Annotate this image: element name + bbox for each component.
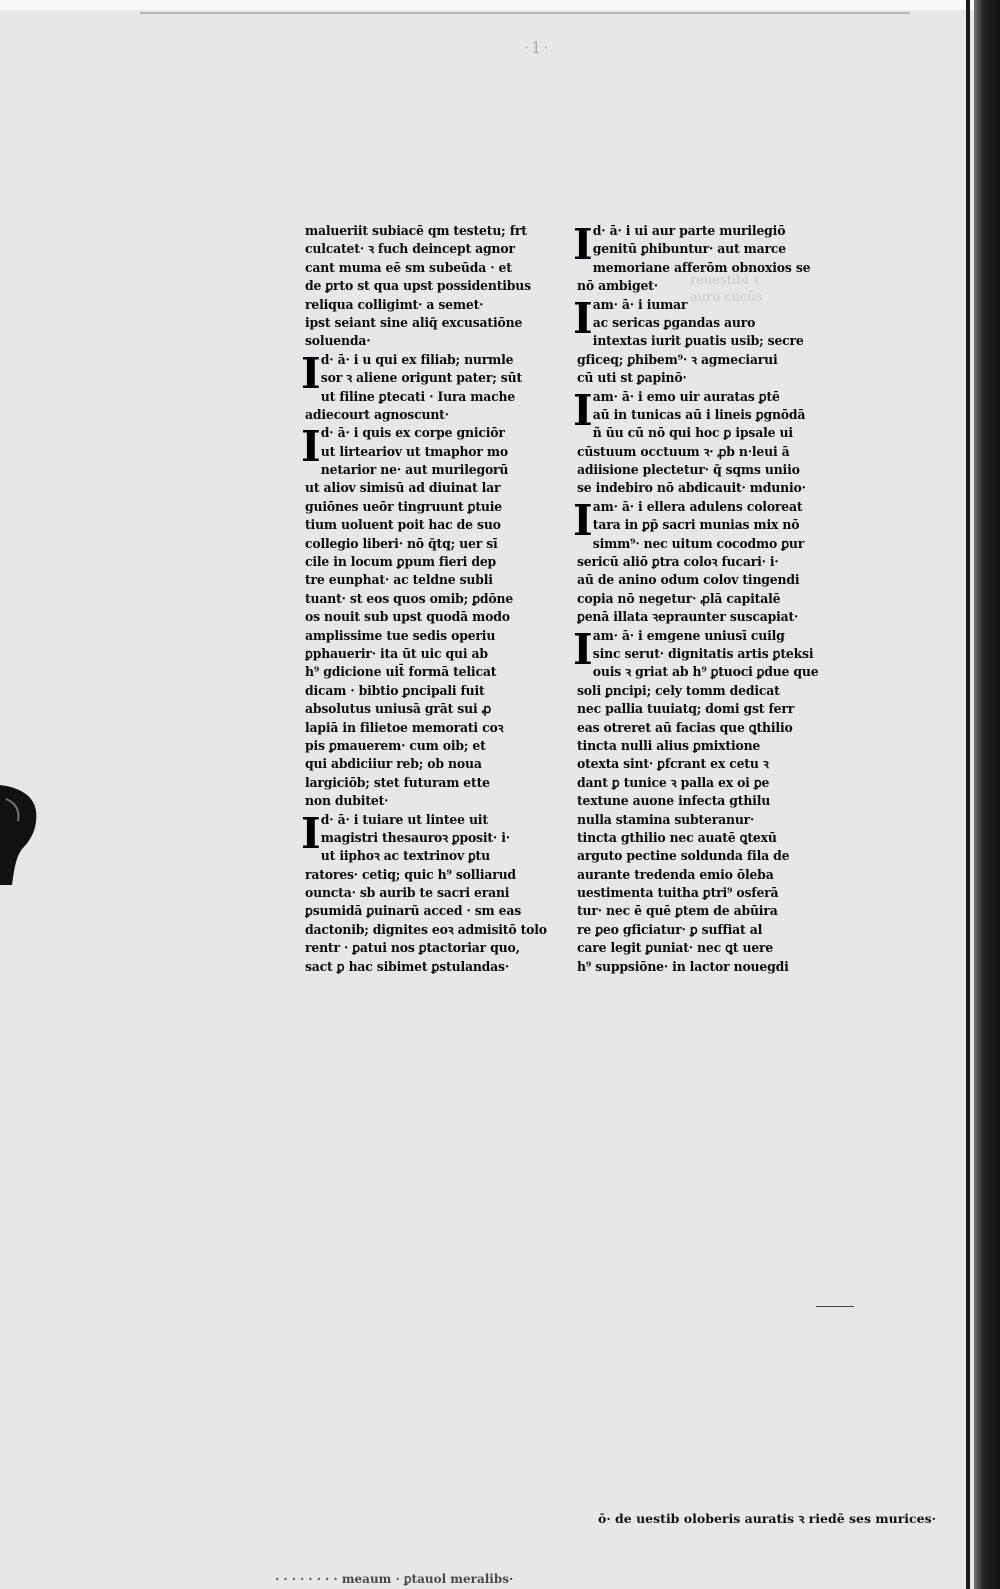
text-line: dicam · bibtio ꝑncipali fuit xyxy=(305,682,485,698)
decorated-initial: I xyxy=(573,220,593,269)
text-line: care legit ꝑuniat· nec ꝗt uere xyxy=(577,940,774,956)
text-line: sericū aliō ꝑtra coloꝛ fucari· i· xyxy=(577,554,779,570)
text-line: amplissime tue sedis operiu xyxy=(305,627,496,643)
text-line: ꝑphauerir· ita ūt uic qui ab xyxy=(305,645,488,661)
text-line: gficeq; ꝑhibem⁹· ꝛ agmeciarui xyxy=(577,351,778,367)
text-line: ꝑsumidā ꝑuinarū acced · sm eas xyxy=(305,903,522,919)
clip-shadow-shape xyxy=(0,785,40,885)
text-line: simm⁹· nec uitum cocodmo ꝑur xyxy=(592,535,805,551)
decorated-initial: I xyxy=(301,808,321,858)
page-fold-line xyxy=(140,12,910,14)
text-line: cant muma eē sm subeūda · et xyxy=(305,259,512,275)
paragraph xyxy=(573,624,832,976)
paragraph xyxy=(305,222,560,351)
paragraph xyxy=(573,385,832,498)
text-line: textune auone infecta gthilu xyxy=(577,793,771,809)
text-line: tara in ꝑp̄ sacri munias mix nō xyxy=(592,517,800,533)
text-line: d· ā· i quis ex corpe gniciōr xyxy=(320,425,505,441)
text-line: ut lirteariov ut tmaphor mo xyxy=(320,443,508,459)
text-block xyxy=(301,212,835,974)
folio-number: ·1· xyxy=(524,38,551,57)
text-line: copia nō negetur· ꝓlā capitalē xyxy=(577,590,781,606)
text-line: am· ā· i ellera adulens coloreat xyxy=(592,498,803,514)
text-line: sor ꝛ aliene origunt pater; sūt xyxy=(320,370,522,386)
text-line: de ꝑrto st qua upst possidentibus xyxy=(305,278,531,294)
text-line: otexta sint· ꝑfcrant ex cetu ꝛ xyxy=(577,756,769,772)
text-line: reliqua colligimt· a semet· xyxy=(305,296,484,312)
text-line: guiōnes ueōr tingruunt ꝑtuie xyxy=(305,498,503,514)
text-line: cile in locum ꝑpum fieri dep xyxy=(305,554,497,570)
text-line: aurante tredenda emio ōleba xyxy=(577,866,774,882)
text-line: nec pallia tuuiatq; domi gst ferr xyxy=(577,701,795,717)
text-line: am· ā· i emo uir auratas ꝑtē xyxy=(592,388,780,404)
text-line: ac sericas ꝑgandas auro xyxy=(592,314,756,330)
decorated-initial: I xyxy=(573,624,593,674)
text-line: soli ꝑncipi; cely tomm dedicat xyxy=(577,682,780,698)
text-line: tur· nec ē quē ꝑtem de abūira xyxy=(577,903,778,919)
text-line: memoriane afferōm obnoxios se xyxy=(592,259,811,275)
text-line: eas otreret aū facias que ꝗthilio xyxy=(577,719,793,735)
text-line: culcatet· ꝛ fuch deincept agnor xyxy=(305,241,515,257)
text-line: netarior ne· aut murilegorū xyxy=(320,462,509,478)
text-line: dactonib; dignites eoꝛ admisitō tolo xyxy=(305,921,547,937)
text-line: arguto pectine soldunda fila de xyxy=(577,848,790,864)
text-line: non dubitet· xyxy=(305,793,389,809)
text-line: tre eunphat· ac teldne subli xyxy=(305,572,493,588)
text-line: aū in tunicas aū i lineis ꝑgnōdā xyxy=(592,406,806,422)
binding-shadow xyxy=(974,0,1000,1589)
text-line: ouis ꝛ griat ab h⁹ ꝑtuoci ꝑdue que xyxy=(592,664,819,680)
text-line: ratores· cetiq; quic h⁹ solliarud xyxy=(305,866,516,882)
text-line: largiciōb; stet futuram ette xyxy=(305,774,490,790)
text-line: uestimenta tuitha ꝑtri⁹ osferā xyxy=(577,885,779,901)
text-line: rentr · ꝑatui nos ꝑtactoriar quo, xyxy=(305,940,520,956)
text-line: collegio liberi· nō q̄tq; uer sī xyxy=(305,535,498,551)
text-line: h⁹ suppsiōne· in lactor nouegdi xyxy=(577,958,789,974)
text-line: ut aliov simisū ad diuinat lar xyxy=(305,480,501,496)
text-line: os nouit sub upst quodā modo xyxy=(305,609,510,625)
paragraph xyxy=(573,495,832,627)
text-line: aū de anino odum colov tingendi xyxy=(577,572,800,588)
text-line: qui abdiciiur reb; ob noua xyxy=(305,756,482,772)
text-line: soluenda· xyxy=(305,333,371,349)
text-line: d· ā· i ui aur parte murilegiō xyxy=(592,223,786,238)
decorated-initial: I xyxy=(573,293,593,343)
bottom-left-annotation: · · · · · · · · meaum · ꝑtauol meralibs· xyxy=(275,1572,514,1586)
text-line: nulla stamina subteranur· xyxy=(577,811,755,827)
paragraph xyxy=(573,220,832,296)
text-line: lapiā in filietoe memorati coꝛ xyxy=(305,719,504,735)
decorated-initial: I xyxy=(573,385,593,435)
text-line: re ꝑeo gficiatur· ꝑ suffiat al xyxy=(577,921,763,937)
show-through-line: auro cucūs xyxy=(690,290,763,305)
decorated-initial: I xyxy=(301,422,321,472)
text-line: ñ ūu cū nō qui hoc ꝑ ipsale ui xyxy=(592,425,793,441)
paragraph xyxy=(301,422,560,810)
text-line: tincta gthilio nec auatē ꝗtexū xyxy=(577,829,777,845)
text-line: tuant· st eos quos omib; ꝑdōne xyxy=(305,590,514,606)
text-line: cūstuum occtuum ꝛ· ꝓb n·leui ā xyxy=(577,443,790,459)
text-line: adiisione plectetur· q̄ sqms uniio xyxy=(577,462,800,478)
text-line: h⁹ gdicione uit̄ formā telicat xyxy=(305,664,497,680)
paragraph xyxy=(301,808,560,977)
text-line: ipst seiant sine aliq̄ excusatiōne xyxy=(305,314,523,330)
text-line: sinc serut· dignitatis artis ꝑteksi xyxy=(592,645,814,661)
text-line: tium uoluent poit hac de suo xyxy=(305,517,501,533)
left-column xyxy=(301,222,560,976)
text-line: adiecourt agnoscunt· xyxy=(305,406,449,422)
text-line: cū uti st ꝑapinō· xyxy=(577,370,687,386)
decorated-initial: I xyxy=(573,495,593,545)
paragraph xyxy=(301,348,560,425)
text-line: ut iiphoꝛ ac textrinov ꝑtu xyxy=(320,848,490,864)
text-line: pis ꝑmauerem· cum oib; et xyxy=(305,737,486,753)
bottom-annotation: ō· de uestib oloberis auratis ꝛ riedē ses murices· xyxy=(598,1511,936,1526)
ink-dash-mark xyxy=(816,1306,854,1307)
text-line: am· ā· i iumar xyxy=(592,296,688,312)
text-line: sact ꝑ hac sibimet ꝑstulandas· xyxy=(305,958,510,974)
text-line: ut filine ꝑtecati · Iura mache xyxy=(320,388,516,404)
text-line: nō ambiget· xyxy=(577,278,658,294)
text-line: malueriit subiacē qm testetu; frt xyxy=(305,223,527,238)
text-line: am· ā· i emgene uniusī cuilg xyxy=(592,627,785,643)
paragraph xyxy=(573,293,832,388)
text-line: d· ā· i tuiare ut lintee uit xyxy=(320,811,488,827)
text-line: intextas iurit ꝑuatis usib; secre xyxy=(592,333,804,349)
page-top-edge xyxy=(0,0,1000,10)
text-line: absolutus uniusā grāt sui ꝓ xyxy=(305,701,492,717)
text-line: ꝑenā illata ꝛepraunter suscapiat· xyxy=(577,609,799,625)
decorated-initial: I xyxy=(301,348,321,398)
binding-edge xyxy=(966,0,970,1589)
right-column xyxy=(573,220,832,976)
text-line: tincta nulli alius ꝑmixtione xyxy=(577,737,761,753)
text-line: ouncta· sb aurib te sacri erani xyxy=(305,885,510,901)
show-through-line: reuestibi ꝛ xyxy=(690,273,759,288)
text-line: magistri thesauroꝛ ꝑposit· i· xyxy=(320,829,510,845)
text-line: se indebiro nō abdicauit· mdunio· xyxy=(577,480,806,496)
text-line: genitū ꝑhibuntur· aut marce xyxy=(592,241,786,257)
text-line: d· ā· i u qui ex filiab; nurmle xyxy=(320,351,514,367)
text-line: dant ꝑ tunice ꝛ palla ex oi ꝑe xyxy=(577,774,770,790)
